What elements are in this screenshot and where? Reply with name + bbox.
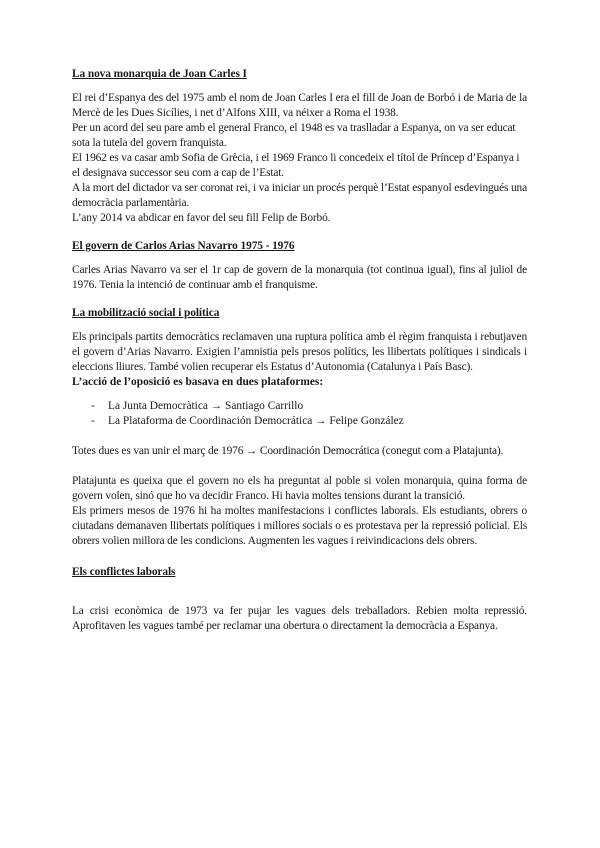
paragraph-arias: Carles Arias Navarro va ser el 1r cap de govern de la monarquia (tot continua igual), fins al juliol de 1976. Tenia la intenció de continuar amb el franquisme.	[72, 264, 527, 291]
list-item-text: La Plataforma de Coordinación Democrática → Felipe González	[108, 415, 404, 427]
paragraph-coronacio: A la mort del dictador va ser coronat rei, i va iniciar un procés perquè l’Estat espanyol esdevingués una democràcia parlamentària.	[72, 182, 527, 209]
heading-govern-arias: El govern de Carlos Arias Navarro 1975 - 1976	[72, 240, 295, 252]
list-item	[72, 399, 527, 414]
list-marker: -	[91, 400, 95, 412]
plataformes-list	[72, 399, 527, 429]
list-item	[72, 414, 527, 429]
list-item-text: La Junta Democràtica → Santiago Carrillo	[108, 400, 304, 412]
heading-conflictes-laborals: Els conflictes laborals	[72, 566, 176, 578]
heading-nova-monarquia: La nova monarquia de Joan Carles I	[72, 68, 247, 80]
paragraph-platajunta: Platajunta es queixa que el govern no els ha preguntat al poble si volen monarquia, quina forma de govern volen, sinó que ho va decidir Franco. Hi havia moltes tensions durant la transició.	[72, 475, 527, 502]
paragraph-origen: El rei d’Espanya des del 1975 amb el nom de Joan Carles I era el fill de Joan de Borbó i de Maria de la Mercè de les Dues Sicílies, i net d’Alfons XIII, va néixer a Roma el 1938.	[72, 92, 527, 119]
paragraph-crisi: La crisi econòmica de 1973 va fer pujar les vagues dels treballadors. Rebien molta repressió. Aprofitaven les vagues també per reclamar una obertura o directament la democràcia a Espanya.	[72, 605, 527, 632]
paragraph-acord-franco: Per un acord del seu pare amb el general Franco, el 1948 es va traslladar a Espanya, on va ser educat sota la tutela del govern franquista.	[72, 122, 516, 149]
paragraph-unio: Totes dues es van unir el març de 1976 → Coordinación Democrática (conegut com a Platajunta).	[72, 445, 504, 457]
heading-mobilitzacio: La mobilització social i política	[72, 307, 220, 319]
list-marker: -	[91, 415, 95, 427]
subheading-oposicio: L’acció de l’oposició es basava en dues plataformes:	[72, 376, 324, 388]
paragraph-abdicacio: L’any 2014 va abdicar en favor del seu fill Felip de Borbó.	[72, 212, 331, 224]
paragraph-partits: Els principals partits democràtics reclamaven una ruptura política amb el règim franquista i rebutjaven el govern d’Arias Navarro. Exigien l’amnistia pels presos polítics, les llibertats polítiques i sindicals i eleccions lliures. També volien recuperar els Estatus d’Autonomia (Catalunya i País Basc).	[72, 331, 527, 373]
paragraph-casament: El 1962 es va casar amb Sofia de Grècia, i el 1969 Franco li concedeix el títol de Príncep d’Espanya i el designava successor seu com a cap de l’Estat.	[72, 152, 520, 179]
document-page	[72, 67, 527, 634]
paragraph-primers-mesos: Els primers mesos de 1976 hi ha moltes manifestacions i conflictes laborals. Els estudiants, obrers o ciutadans demanaven llibertats polítiques i millores socials o es protestava per la repressió policial. Els obrers volien millora de les condicions. Augmenten les vagues i reivindicacions dels obrers.	[72, 505, 527, 547]
